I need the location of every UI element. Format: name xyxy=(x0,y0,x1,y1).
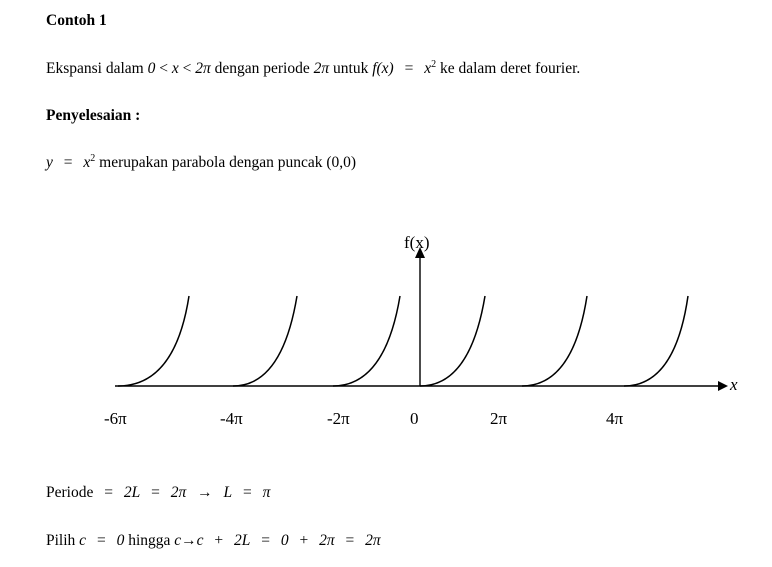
pilih-line xyxy=(46,532,381,550)
equals-sign: = xyxy=(404,60,414,77)
parabola-text: merupakan parabola dengan puncak (0,0) xyxy=(99,154,357,171)
l-variable: L xyxy=(223,484,233,501)
x-axis-label: x xyxy=(730,375,738,394)
pilih-label: Pilih xyxy=(46,532,76,549)
periode-label: Periode xyxy=(46,484,94,501)
parabola-segment xyxy=(233,296,297,386)
parabola-segment xyxy=(333,296,400,386)
y-axis-label: f(x) xyxy=(404,233,430,252)
tick-label: 0 xyxy=(410,409,419,428)
tick-label: -2π xyxy=(327,409,350,428)
problem-text-4: ke dalam deret fourier. xyxy=(439,60,581,77)
zero-value: 0 xyxy=(280,532,289,549)
tick-label: 2π xyxy=(490,409,508,428)
equals-sign: = xyxy=(243,484,252,501)
period-value: 2π xyxy=(313,60,330,77)
equals-sign: = xyxy=(345,532,355,549)
problem-text-3: untuk xyxy=(333,60,369,77)
arrow-right-icon: → xyxy=(181,532,197,549)
plus-sign: + xyxy=(214,532,224,549)
heading: Contoh 1 xyxy=(46,12,107,29)
two-pi: 2π xyxy=(319,532,335,549)
ineq-variable: x xyxy=(171,60,179,77)
power-exponent: 2 xyxy=(90,153,96,164)
periode-line xyxy=(46,484,270,502)
parabola-segment xyxy=(118,296,189,386)
ineq-upper: 2π xyxy=(195,60,211,77)
solution-label: Penyelesaian : xyxy=(46,107,141,124)
power-base: x xyxy=(83,154,91,171)
problem-text-1: Ekspansi dalam xyxy=(46,60,144,77)
c-variable: c xyxy=(196,532,204,549)
parabola-statement xyxy=(46,154,356,172)
parabola-segment xyxy=(522,296,587,386)
two-l: 2L xyxy=(234,532,251,549)
equals-sign: = xyxy=(63,154,73,171)
x-axis-arrow-icon xyxy=(718,381,728,391)
tick-label: -4π xyxy=(220,409,243,428)
two-pi: 2π xyxy=(365,532,381,549)
equals-sign: = xyxy=(151,484,160,501)
equals-sign: = xyxy=(104,484,113,501)
power-exponent: 2 xyxy=(431,59,437,70)
arrow-right-icon: → xyxy=(197,484,213,501)
problem-statement: Ekspansi dalam 0 < x < 2π dengan periode 2π untuk $f(x) = x^2$ ke dalam deret fourier. xyxy=(46,59,581,77)
equals-sign: = xyxy=(96,532,106,549)
power-base: x xyxy=(424,60,432,77)
equals-sign: = xyxy=(261,532,271,549)
parabola-segment xyxy=(420,296,485,386)
y-variable: y xyxy=(46,154,53,171)
function-name: f(x) xyxy=(372,60,394,77)
periodic-parabola-graph xyxy=(0,220,772,435)
plus-sign: + xyxy=(299,532,309,549)
two-pi: 2π xyxy=(170,484,187,501)
c-variable: c xyxy=(79,532,87,549)
hingga-text: hingga xyxy=(128,532,171,549)
two-l: 2L xyxy=(123,484,141,501)
c-variable: c xyxy=(174,532,182,549)
tick-label: -6π xyxy=(104,409,127,428)
zero-value: 0 xyxy=(116,532,125,549)
parabola-segment xyxy=(624,296,688,386)
pi-value: π xyxy=(262,484,271,501)
tick-label: 4π xyxy=(606,409,624,428)
problem-text-2: dengan periode xyxy=(214,60,310,77)
ineq-lower: 0 xyxy=(147,60,156,77)
